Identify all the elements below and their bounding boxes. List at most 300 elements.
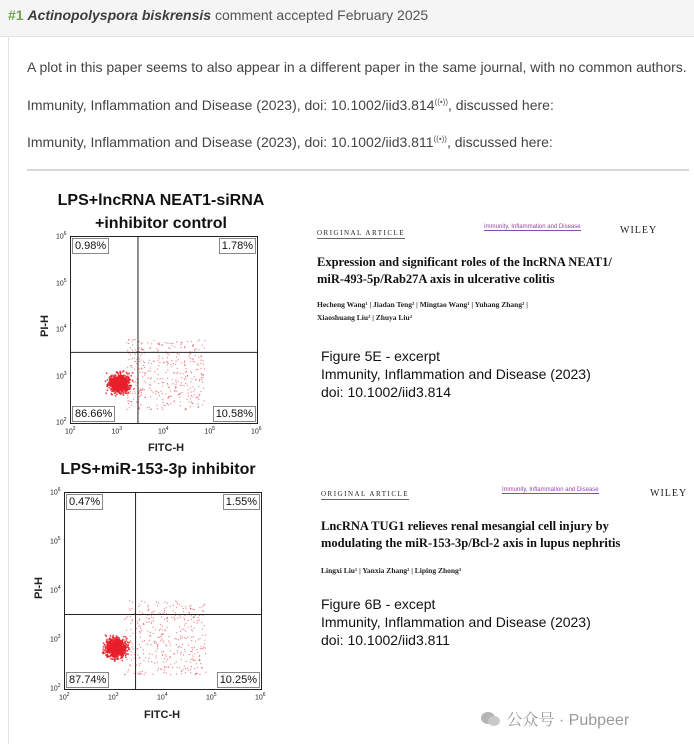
event-dot [191, 391, 192, 392]
event-dot [194, 647, 195, 648]
event-dot [123, 392, 125, 394]
event-dot [146, 617, 147, 618]
event-dot [163, 651, 164, 652]
event-dot [132, 380, 133, 381]
event-dot [128, 669, 129, 670]
event-dot [190, 659, 191, 660]
event-dot [123, 381, 125, 383]
event-dot [133, 673, 134, 674]
event-dot [174, 390, 175, 391]
event-dot [182, 392, 183, 393]
event-dot [107, 643, 109, 645]
event-dot [185, 372, 186, 373]
event-dot [171, 364, 172, 365]
event-dot [168, 347, 169, 348]
event-dot [144, 362, 145, 363]
event-dot [120, 393, 122, 395]
event-dot [185, 623, 186, 624]
event-dot [187, 341, 188, 342]
plot-1-title-line1: LPS+lncRNA NEAT1-siRNA [57, 192, 265, 209]
event-dot [170, 348, 171, 349]
event-dot [197, 369, 198, 370]
event-dot [164, 629, 165, 630]
event-dot [171, 396, 172, 397]
event-dot [141, 390, 142, 391]
event-dot [129, 649, 131, 651]
event-dot [139, 619, 140, 620]
event-dot [158, 350, 159, 351]
event-dot [176, 382, 177, 383]
event-dot [199, 659, 200, 660]
event-dot [176, 632, 177, 633]
event-dot [179, 615, 180, 616]
event-dot [130, 651, 131, 652]
event-dot [166, 667, 167, 668]
flow-plot-1 [70, 236, 258, 424]
event-dot [151, 617, 152, 618]
event-dot [178, 647, 179, 648]
y-tick-label: $10^5$ [56, 277, 67, 287]
event-dot [195, 379, 196, 380]
event-dot [160, 391, 161, 392]
event-dot [168, 666, 169, 667]
event-dot [190, 662, 191, 663]
event-dot [180, 654, 181, 655]
event-dot [113, 651, 115, 653]
event-dot [186, 638, 187, 639]
event-dot [157, 644, 158, 645]
event-dot [165, 393, 166, 394]
event-dot [168, 636, 169, 637]
event-dot [153, 392, 154, 393]
event-dot [188, 389, 189, 390]
event-dot [190, 605, 191, 606]
event-dot [129, 359, 130, 360]
event-dot [104, 652, 106, 654]
y-tick-label: $10^2$ [50, 683, 61, 693]
event-dot [108, 642, 110, 644]
event-dot [132, 340, 133, 341]
event-dot [137, 673, 138, 674]
flow-plot-1-canvas [71, 237, 257, 423]
event-dot [190, 608, 191, 609]
event-dot [148, 371, 149, 372]
event-dot [145, 657, 146, 658]
event-dot [162, 629, 163, 630]
event-dot [118, 640, 120, 642]
event-dot [125, 650, 126, 651]
event-dot [144, 640, 145, 641]
event-dot [123, 650, 124, 651]
event-dot [184, 346, 185, 347]
event-dot [148, 621, 149, 622]
article-1-caption-journal: Immunity, Inflammation and Disease (2023) [321, 366, 591, 382]
event-dot [185, 606, 186, 607]
event-dot [140, 389, 141, 390]
event-dot [127, 350, 128, 351]
event-dot [130, 616, 131, 617]
event-dot [185, 378, 186, 379]
event-dot [173, 363, 174, 364]
event-dot [166, 672, 167, 673]
event-dot [164, 612, 165, 613]
article-2-publisher: WILEY [650, 488, 688, 499]
event-dot [130, 391, 131, 392]
event-dot [192, 655, 193, 656]
event-dot [176, 638, 177, 639]
event-dot [196, 397, 197, 398]
event-dot [170, 396, 171, 397]
event-dot [131, 365, 132, 366]
event-dot [182, 629, 183, 630]
event-dot [158, 392, 159, 393]
event-dot [181, 659, 182, 660]
y-tick-label: $10^6$ [56, 231, 67, 241]
event-dot [109, 379, 111, 381]
event-dot [148, 661, 149, 662]
event-dot [176, 356, 177, 357]
event-dot [114, 657, 116, 659]
event-dot [202, 360, 203, 361]
event-dot [202, 635, 203, 636]
event-dot [127, 646, 129, 648]
event-dot [165, 372, 166, 373]
event-dot [173, 617, 174, 618]
event-dot [190, 358, 191, 359]
event-dot [204, 643, 205, 644]
event-dot [163, 661, 164, 662]
event-dot [164, 619, 165, 620]
event-dot [170, 664, 171, 665]
event-dot [143, 649, 144, 650]
event-dot [197, 363, 198, 364]
event-dot [126, 380, 128, 382]
event-dot [141, 368, 142, 369]
event-dot [142, 376, 143, 377]
event-dot [198, 396, 199, 397]
event-dot [144, 602, 145, 603]
event-dot [193, 391, 194, 392]
event-dot [183, 669, 184, 670]
event-dot [143, 623, 144, 624]
event-dot [119, 380, 121, 382]
event-dot [189, 606, 190, 607]
article-2-title: LncRNA TUG1 relieves renal mesangial cell injury by modulating the miR-153-3p/Bcl-2 axis in lupus nephritis [321, 519, 621, 550]
event-dot [130, 665, 131, 666]
event-dot [202, 345, 203, 346]
event-dot [188, 670, 189, 671]
event-dot [152, 674, 153, 675]
event-dot [144, 374, 145, 375]
event-dot [187, 385, 188, 386]
event-dot [105, 392, 107, 394]
event-dot [120, 649, 122, 651]
event-dot [199, 339, 200, 340]
event-dot [120, 657, 122, 659]
event-dot [120, 375, 122, 377]
event-dot [137, 621, 138, 622]
event-dot [127, 367, 128, 368]
event-dot [162, 358, 163, 359]
event-dot [140, 647, 141, 648]
quadrant-lr-label: 10.58% [213, 406, 256, 422]
event-dot [140, 355, 141, 356]
event-dot [151, 377, 152, 378]
event-dot [194, 376, 195, 377]
article-1-journal: Immunity, Inflammation and Disease [484, 224, 581, 230]
event-dot [176, 661, 177, 662]
event-dot [175, 386, 176, 387]
event-dot [157, 369, 158, 370]
event-dot [148, 606, 149, 607]
event-dot [127, 616, 128, 617]
x-tick-label: $10^4$ [158, 426, 169, 436]
event-dot [155, 629, 156, 630]
event-dot [198, 407, 199, 408]
x-tick-label: $10^5$ [204, 426, 216, 436]
event-dot [195, 641, 196, 642]
event-dot [156, 601, 157, 602]
event-dot [129, 372, 130, 373]
event-dot [158, 344, 159, 345]
event-dot [160, 628, 161, 629]
event-dot [161, 634, 162, 635]
event-dot [119, 654, 121, 656]
divider [27, 169, 689, 171]
comment-status: comment accepted February 2025 [214, 7, 429, 23]
plot-1-title-line2: +inhibitor control [95, 215, 227, 232]
event-dot [119, 643, 121, 645]
event-dot [184, 379, 185, 380]
event-dot [180, 631, 181, 632]
event-dot [195, 355, 196, 356]
event-dot [176, 601, 177, 602]
event-dot [113, 384, 115, 386]
event-dot [192, 396, 193, 397]
comment-intro: A plot in this paper seems to also appear in a different paper in the same journal, with no common authors. [27, 59, 687, 75]
event-dot [168, 387, 169, 388]
event-dot [154, 641, 155, 642]
event-dot [190, 651, 191, 652]
event-dot [186, 661, 187, 662]
event-dot [150, 378, 151, 379]
article-2-authors-line1: Lingxi Liu¹ | Yanxia Zhang² | Liping Zhong³ [321, 566, 462, 575]
event-dot [133, 339, 134, 340]
event-dot [177, 667, 178, 668]
event-dot [103, 642, 105, 644]
event-dot [170, 403, 171, 404]
event-dot [162, 655, 163, 656]
event-dot [163, 382, 164, 383]
event-dot [167, 384, 168, 385]
event-dot [115, 641, 117, 643]
plot-2-x-label: FITC-H [144, 709, 181, 721]
event-dot [129, 388, 130, 389]
event-dot [146, 622, 147, 623]
event-dot [108, 647, 110, 649]
event-dot [126, 659, 127, 660]
ref-1-link[interactable]: Immunity, Inflammation and Disease (2023), doi: 10.1002/iid3.814 [27, 97, 435, 113]
article-2-caption-figure: Figure 6B - except [321, 596, 436, 612]
event-dot [104, 650, 106, 652]
event-dot [147, 630, 148, 631]
comment-author[interactable]: Actinopolyspora biskrensis [27, 7, 212, 23]
event-dot [140, 625, 141, 626]
event-dot [163, 404, 164, 405]
event-dot [173, 401, 174, 402]
event-dot [127, 650, 129, 652]
event-dot [141, 601, 142, 602]
event-dot [137, 654, 138, 655]
event-dot [117, 390, 119, 392]
event-dot [167, 621, 168, 622]
event-dot [131, 405, 132, 406]
event-dot [195, 397, 196, 398]
event-dot [113, 637, 115, 639]
event-dot [204, 368, 205, 369]
event-dot [111, 652, 113, 654]
x-tick-label: $10^4$ [157, 692, 168, 702]
event-dot [106, 372, 108, 374]
event-dot [185, 376, 186, 377]
event-dot [190, 381, 191, 382]
event-dot [203, 646, 204, 647]
event-dot [199, 395, 200, 396]
y-tick-label: $10^4$ [50, 585, 61, 595]
event-dot [125, 382, 127, 384]
event-dot [124, 640, 126, 642]
event-dot [149, 388, 150, 389]
event-dot [153, 633, 154, 634]
event-dot [180, 373, 181, 374]
event-dot [201, 648, 202, 649]
event-dot [191, 647, 192, 648]
event-dot [140, 390, 141, 391]
event-dot [194, 617, 195, 618]
event-dot [203, 375, 204, 376]
event-dot [127, 641, 129, 643]
event-dot [142, 613, 143, 614]
event-dot [158, 365, 159, 366]
y-tick-label: $10^5$ [50, 536, 61, 546]
event-dot [126, 373, 128, 375]
event-dot [108, 645, 110, 647]
y-tick-label: $10^6$ [50, 487, 61, 497]
event-dot [192, 403, 193, 404]
event-dot [114, 377, 116, 379]
event-dot [200, 646, 201, 647]
watermark-text: 公众号 · Pubpeer [506, 712, 630, 729]
event-dot [130, 642, 131, 643]
event-dot [160, 378, 161, 379]
event-dot [118, 652, 120, 654]
event-dot [157, 662, 158, 663]
event-dot [165, 630, 166, 631]
event-dot [132, 648, 133, 649]
event-dot [186, 399, 187, 400]
article-1-caption [321, 347, 591, 401]
event-dot [129, 379, 130, 380]
event-dot [198, 349, 199, 350]
event-dot [151, 612, 152, 613]
event-dot [111, 654, 113, 656]
event-dot [135, 339, 136, 340]
event-dot [150, 409, 151, 410]
event-dot [197, 652, 198, 653]
event-dot [127, 384, 128, 385]
event-dot [149, 636, 150, 637]
signal-icon[interactable]: ((•)) [434, 97, 448, 107]
event-dot [157, 646, 158, 647]
event-dot [121, 642, 123, 644]
event-dot [135, 385, 136, 386]
event-dot [142, 372, 143, 373]
event-dot [141, 354, 142, 355]
event-dot [139, 665, 140, 666]
event-dot [194, 394, 195, 395]
event-dot [168, 354, 169, 355]
event-dot [200, 356, 201, 357]
event-dot [139, 358, 140, 359]
event-dot [107, 379, 109, 381]
event-dot [126, 640, 127, 641]
event-dot [158, 612, 159, 613]
event-dot [115, 637, 117, 639]
event-dot [201, 368, 202, 369]
event-dot [154, 340, 155, 341]
comment-number[interactable]: #1 [8, 7, 24, 23]
event-dot [144, 674, 145, 675]
event-dot [145, 382, 146, 383]
event-dot [178, 639, 179, 640]
event-dot [139, 644, 140, 645]
event-dot [159, 362, 160, 363]
event-dot [199, 607, 200, 608]
event-dot [166, 403, 167, 404]
event-dot [201, 373, 202, 374]
event-dot [106, 651, 108, 653]
event-dot [126, 638, 128, 640]
event-dot [189, 401, 190, 402]
event-dot [147, 610, 148, 611]
event-dot [135, 381, 136, 382]
ref-2-link[interactable]: Immunity, Inflammation and Disease (2023), doi: 10.1002/iid3.811 [27, 134, 434, 150]
ref-2-suffix: , discussed here: [446, 134, 553, 150]
event-dot [164, 610, 165, 611]
event-dot [143, 653, 144, 654]
event-dot [115, 655, 117, 657]
signal-icon[interactable]: ((•)) [433, 134, 447, 144]
event-dot [159, 630, 160, 631]
event-dot [127, 644, 129, 646]
event-dot [192, 345, 193, 346]
event-dot [179, 626, 180, 627]
event-dot [182, 373, 183, 374]
article-1-title: Expression and significant roles of the lncRNA NEAT1/ miR-493-5p/Rab27A axis in ulcerative colitis [317, 255, 612, 286]
event-dot [129, 610, 130, 611]
x-tick-label: $10^6$ [251, 426, 262, 436]
event-dot [167, 603, 168, 604]
event-dot [121, 651, 123, 653]
event-dot [113, 650, 115, 652]
event-dot [176, 673, 177, 674]
event-dot [162, 409, 163, 410]
event-dot [129, 600, 130, 601]
event-dot [147, 407, 148, 408]
event-dot [144, 397, 145, 398]
event-dot [112, 378, 114, 380]
event-dot [199, 380, 200, 381]
